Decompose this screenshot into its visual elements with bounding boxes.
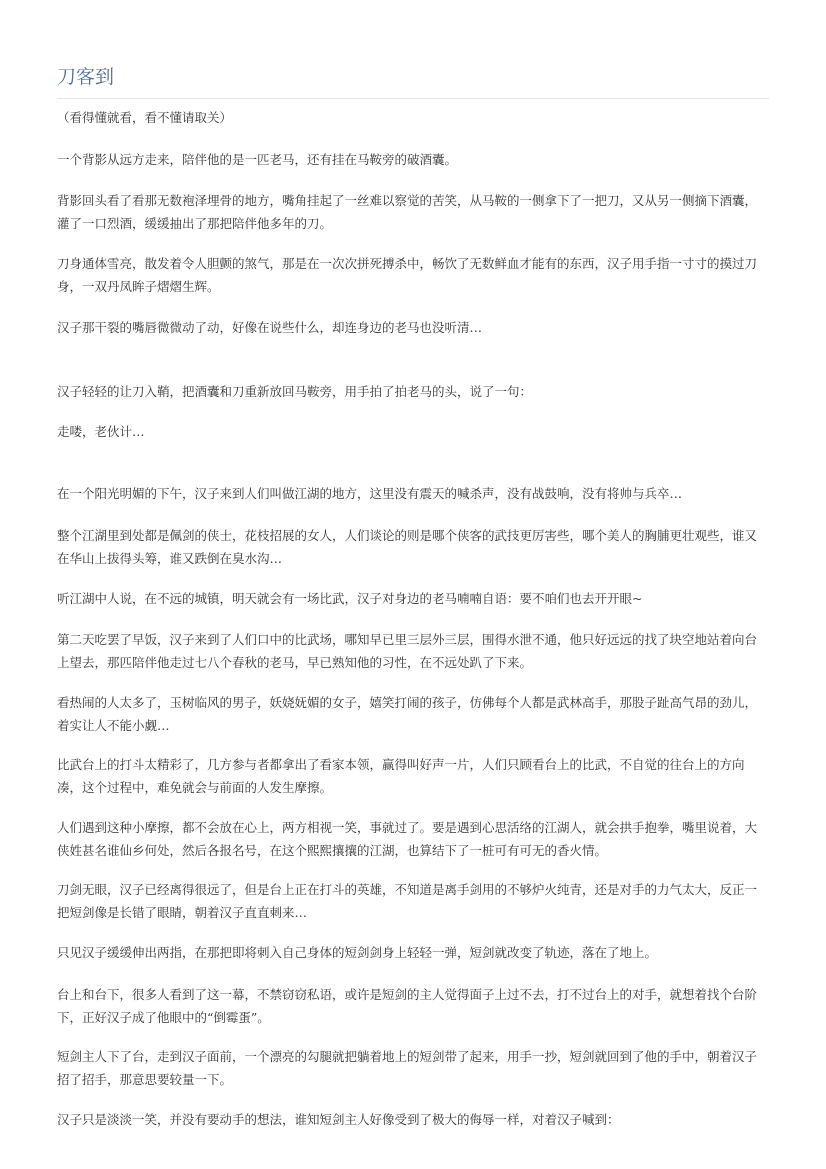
article-paragraph: 走喽，老伙计… [57,424,145,439]
article-paragraph: 只见汉子缓缓伸出两指，在那把即将刺入自己身体的短剑剑身上轻轻一弹，短剑就改变了轨迹，落在了地上。 [57,945,658,960]
title-divider [57,98,769,99]
article-paragraph: 看热闹的人太多了，玉树临风的男子，妖娆妩媚的女子，嬉笑打闹的孩子，仿佛每个人都是武林高手，那股子趾高气昂的劲儿，着实让人不能小觑… [57,695,758,733]
article-paragraph: （看得懂就看，看不懂请取关） [57,110,233,125]
article-paragraph: 台上和台下，很多人看到了这一幕，不禁窃窃私语，或许是短剑的主人觉得面子上过不去，打不过台上的对手，就想着找个台阶下，正好汉子成了他眼中的“倒霉蛋”。 [57,987,758,1025]
article-paragraph: 短剑主人下了台，走到汉子面前，一个漂亮的勾腿就把躺着地上的短剑带了起来，用手一抄，短剑就回到了他的手中，朝着汉子招了招手，那意思要较量一下。 [57,1049,758,1087]
article-paragraph: 听江湖中人说，在不远的城镇，明天就会有一场比武，汉子对身边的老马喃喃自语：要不咱们也去开开眼~ [57,591,643,606]
article-paragraph: 刀身通体雪亮，散发着令人胆颤的煞气，那是在一次次拼死搏杀中，畅饮了无数鲜血才能有的东西，汉子用手指一寸寸的摸过刀身，一双丹凤眸子熠熠生辉。 [57,256,758,294]
article-title: 刀客到 [57,66,115,88]
article-paragraph: 在一个阳光明媚的下午，汉子来到人们叫做江湖的地方，这里没有震天的喊杀声，没有战鼓响，没有将帅与兵卒… [57,486,683,501]
article-paragraph: 人们遇到这种小摩擦，都不会放在心上，两方相视一笑，事就过了。要是遇到心思活络的江湖人，就会拱手抱拳，嘴里说着，大侠姓甚名谁仙乡何处，然后各报名号，在这个熙熙攘攘的江湖，也算结下了一桩可有可无的香火情。 [57,820,758,858]
article-paragraph: 比武台上的打斗太精彩了，几方参与者都拿出了看家本领，赢得叫好声一片，人们只顾看台上的比武，不自觉的往台上的方向凑，这个过程中，难免就会与前面的人发生摩擦。 [57,757,745,795]
article-paragraph: 第二天吃罢了早饭，汉子来到了人们口中的比武场，哪知早已里三层外三层，围得水泄不通，他只好远远的找了块空地站着向台上望去，那匹陪伴他走过七八个春秋的老马，早已熟知他的习性，在不远处趴了下来。 [57,632,758,670]
article-paragraph: 汉子轻轻的让刀入鞘，把酒囊和刀重新放回马鞍旁，用手拍了拍老马的头，说了一句： [57,384,533,399]
article-paragraph: 刀剑无眼，汉子已经离得很远了，但是台上正在打斗的英雄，不知道是离手剑用的不够炉火纯青，还是对手的力气太大，反正一把短剑像是长错了眼睛，朝着汉子直直刺来… [57,882,758,920]
article-paragraph: 一个背影从远方走来，陪伴他的是一匹老马，还有挂在马鞍旁的破酒囊。 [57,152,458,167]
article-paragraph: 背影回头看了看那无数袍泽埋骨的地方，嘴角挂起了一丝难以察觉的苦笑，从马鞍的一侧拿下了一把刀，又从另一侧摘下酒囊，灌了一口烈酒，缓缓抽出了那把陪伴他多年的刀。 [57,193,758,231]
article-paragraph: 汉子那干裂的嘴唇微微动了动，好像在说些什么，却连身边的老马也没听清… [57,320,483,335]
article-paragraph: 汉子只是淡淡一笑，并没有要动手的想法，谁知短剑主人好像受到了极大的侮辱一样，对着汉子喊到： [57,1112,620,1127]
article-paragraph: 整个江湖里到处都是佩剑的侠士，花枝招展的女人，人们谈论的则是哪个侠客的武技更厉害些，哪个美人的胸脯更壮观些，谁又在华山上拔得头筹，谁又跌倒在臭水沟… [57,528,758,566]
